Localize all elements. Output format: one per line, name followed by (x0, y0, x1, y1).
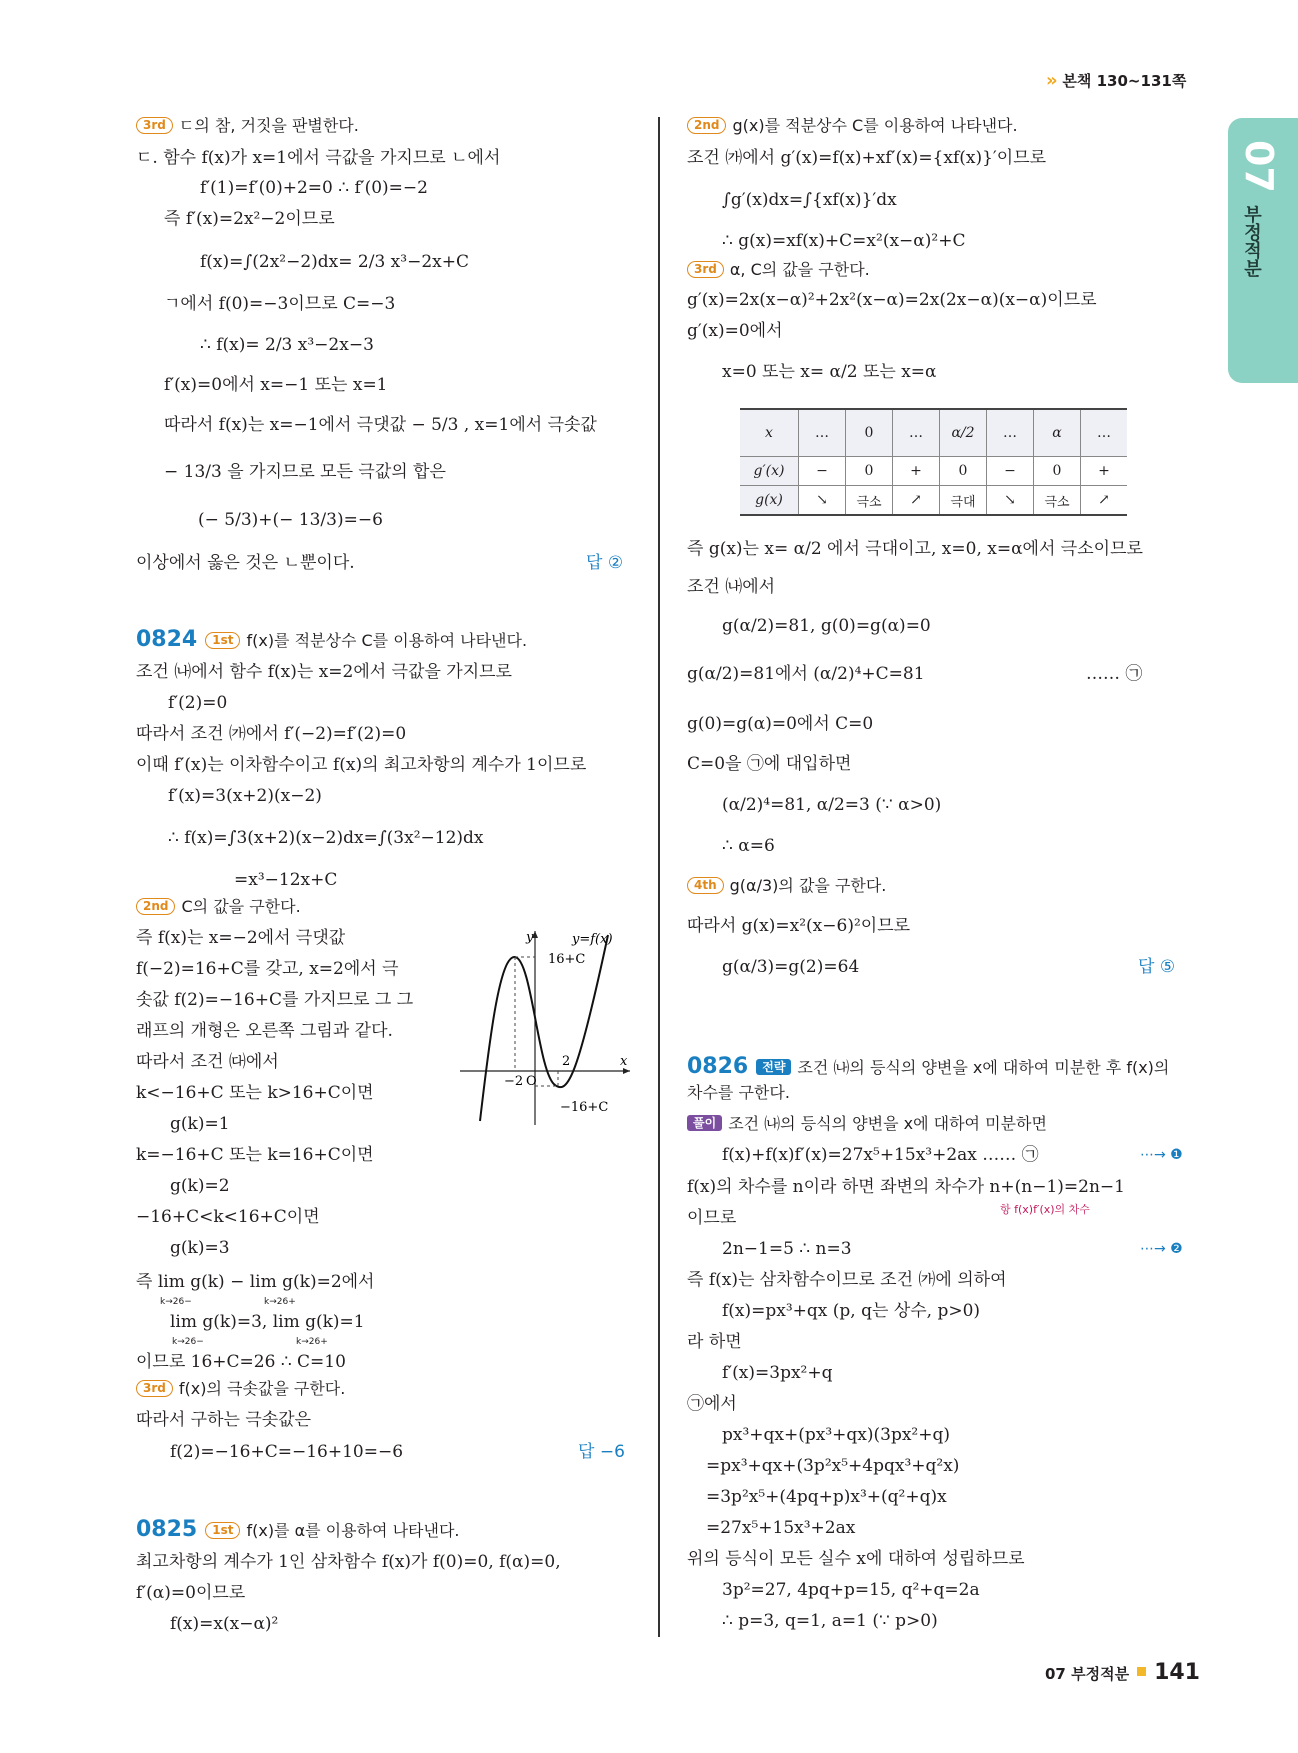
limit-subscript: k→26+ (264, 1297, 296, 1307)
text-line: g′(x)=2x(x−α)²+2x²(x−α)=2x(2x−α)(x−α)이므로 (687, 290, 1097, 310)
equation-line: f(2)=−16+C=−16+10=−6 (170, 1442, 404, 1462)
problem-heading-0825: 0825 1st f(x)를 α를 이용하여 나타낸다. (136, 1517, 460, 1542)
text-line: 래프의 개형은 오른쪽 그림과 같다. (136, 1021, 393, 1041)
text-line: f(x)의 차수를 n이라 하면 좌변의 차수가 n+(n−1)=2n−1 (687, 1177, 1125, 1197)
text-line: 따라서 f(x)는 x=−1에서 극댓값 − 5/3 , x=1에서 극솟값 (164, 415, 597, 435)
equation-line: =3p²x⁵+(4pq+p)x³+(q²+q)x (706, 1487, 947, 1507)
text-line: 따라서 g(x)=x²(x−6)²이므로 (687, 916, 911, 936)
equation-line: px³+qx+(px³+qx)(3px²+q) (722, 1425, 950, 1445)
text-line: 이상에서 옳은 것은 ㄴ뿐이다. (136, 553, 355, 573)
text-line: g′(x)=0에서 (687, 321, 783, 341)
text-line: − 13/3 을 가지므로 모든 극값의 합은 (164, 462, 446, 482)
page-number: 141 (1154, 1660, 1200, 1685)
step-marker-2: ⋯→ ❷ (1140, 1241, 1183, 1257)
equation-line: g(k)=2 (170, 1176, 230, 1196)
text-line: 이므로 16+C=26 ∴ C=10 (136, 1352, 346, 1372)
table-row: g′(x) − 0 + 0 − 0 + (740, 457, 1127, 486)
chapter-tab-number: 07 (1237, 140, 1281, 193)
equation-line: ∴ p=3, q=1, a=1 (∵ p>0) (722, 1611, 938, 1631)
text-line: C=0을 ㉠에 대입하면 (687, 754, 852, 774)
equation-line: ∴ α=6 (722, 836, 775, 856)
sign-table (740, 408, 1127, 516)
page-footer (1045, 1660, 1200, 1685)
equation-line: f′(x)=3(x+2)(x−2) (168, 786, 322, 806)
graph-curve-label: y=f(x) (572, 932, 613, 947)
answer-label: 답 ⑤ (1138, 957, 1176, 977)
solution-heading: 풀이 조건 ㈏의 등식의 양변을 x에 대하여 미분하면 (687, 1112, 1047, 1136)
equation-line: f(x)+f(x)f′(x)=27x⁵+15x³+2ax …… ㉠ (722, 1145, 1039, 1165)
equation-line: g(α/3)=g(2)=64 (722, 957, 860, 977)
equation-line: f(x)=px³+qx (p, q는 상수, p>0) (722, 1301, 981, 1321)
text-line: 솟값 f(2)=−16+C를 가지므로 그 그 (136, 990, 414, 1010)
text-line: 이때 f′(x)는 이차함수이고 f(x)의 최고차항의 계수가 1이므로 (136, 755, 587, 775)
text-line: 따라서 조건 ㈐에서 (136, 1052, 279, 1072)
equation-line: ∴ f(x)= 2/3 x³−2x−3 (200, 335, 374, 355)
limit-subscript: k→26− (172, 1337, 204, 1347)
step-marker-1: ⋯→ ❶ (1140, 1147, 1183, 1163)
step-heading: 4th g(α/3)의 값을 구한다. (687, 874, 886, 898)
cubic-graph (460, 925, 640, 1125)
equation-line: f′(1)=f′(0)+2=0 ∴ f′(0)=−2 (200, 178, 428, 198)
graph-x-label: x (620, 1054, 628, 1069)
text-line: g(0)=g(α)=0에서 C=0 (687, 714, 874, 734)
annotation-note: 항 f(x)f′(x)의 차수 (1000, 1203, 1090, 1216)
problem-heading-0824: 0824 1st f(x)를 적분상수 C를 이용하여 나타낸다. (136, 627, 528, 652)
step-heading: 2nd C의 값을 구한다. (136, 895, 301, 919)
equation-line: (− 5/3)+(− 13/3)=−6 (198, 510, 383, 530)
text-line: ㄱ에서 f(0)=−3이므로 C=−3 (164, 294, 396, 314)
equation-line: ∴ f(x)=∫3(x+2)(x−2)dx=∫(3x²−12)dx (168, 828, 484, 848)
step-heading: 3rd ㄷ의 참, 거짓을 판별한다. (136, 114, 359, 138)
text-line: 즉 f(x)는 x=−2에서 극댓값 (136, 928, 346, 948)
text-line: ㉠에서 (687, 1394, 737, 1414)
table-row: g(x) ↘ 극소 ↗ 극대 ↘ 극소 ↗ (740, 486, 1127, 516)
equation-line: g(α/2)=81에서 (α/2)⁴+C=81 (687, 664, 925, 684)
text-line: f′(x)=0에서 x=−1 또는 x=1 (164, 375, 388, 395)
graph-y-label: y (526, 930, 534, 945)
text-line: k=−16+C 또는 k=16+C이면 (136, 1145, 374, 1165)
graph-origin-label: O (526, 1074, 537, 1089)
text-line: 조건 ㈎에서 g′(x)=f(x)+xf′(x)={xf(x)}′이므로 (687, 148, 1047, 168)
equation-line: f(x)=∫(2x²−2)dx= 2/3 x³−2x+C (200, 252, 469, 272)
text-line: 즉 f′(x)=2x²−2이므로 (164, 209, 335, 229)
text-line: k<−16+C 또는 k>16+C이면 (136, 1083, 374, 1103)
page-reference-text: 본책 130~131쪽 (1062, 72, 1187, 90)
equation-line: 3p²=27, 4pq+p=15, q²+q=2a (722, 1580, 980, 1600)
circle-mark: …… ㉠ (1086, 664, 1143, 684)
equation-line: x=0 또는 x= α/2 또는 x=α (722, 362, 937, 382)
text-line: 조건 ㈏에서 함수 f(x)는 x=2에서 극값을 가지므로 (136, 662, 512, 682)
text-line: ㄷ. 함수 f(x)가 x=1에서 극값을 가지므로 ㄴ에서 (136, 148, 501, 168)
equation-line: g(k)=1 (170, 1114, 230, 1134)
text-line: 즉 f(x)는 삼차함수이므로 조건 ㈎에 의하여 (687, 1270, 1007, 1290)
step-heading: 2nd g(x)를 적분상수 C를 이용하여 나타낸다. (687, 114, 1018, 138)
equation-line: 2n−1=5 ∴ n=3 (722, 1239, 852, 1259)
text-line: f′(α)=0이므로 (136, 1583, 246, 1603)
graph-max-label: 16+C (548, 952, 586, 967)
text-line: 즉 g(x)는 x= α/2 에서 극대이고, x=0, x=α에서 극소이므로 (687, 539, 1143, 559)
equation-line: =27x⁵+15x³+2ax (706, 1518, 856, 1538)
text-line: 라 하면 (687, 1332, 742, 1352)
equation-line: ∫g′(x)dx=∫{xf(x)}′dx (722, 190, 897, 210)
page-reference (1046, 70, 1186, 91)
step-heading: 3rd α, C의 값을 구한다. (687, 258, 870, 282)
equation-line: f′(x)=3px²+q (722, 1363, 833, 1383)
problem-heading-0826: 0826 전략 조건 ㈏의 등식의 양변을 x에 대하여 미분한 후 f(x)의 (687, 1054, 1170, 1079)
equation-line: lim g(k)=3, lim g(k)=1 (170, 1312, 365, 1332)
table-row: x … 0 … α/2 … α … (740, 409, 1127, 457)
text-line: 따라서 구하는 극솟값은 (136, 1410, 312, 1430)
text-line: 즉 lim g(k) − lim g(k)=2에서 (136, 1272, 375, 1292)
answer-label: 답 ② (586, 553, 624, 573)
text-line: 따라서 조건 ㈎에서 f′(−2)=f′(2)=0 (136, 724, 407, 744)
step-heading: 3rd f(x)의 극솟값을 구한다. (136, 1377, 345, 1401)
text-line: f(−2)=16+C를 갖고, x=2에서 극 (136, 959, 399, 979)
equation-line: (α/2)⁴=81, α/2=3 (∵ α>0) (722, 795, 942, 815)
equation-line: g(k)=3 (170, 1238, 230, 1258)
text-line: 위의 등식이 모든 실수 x에 대하여 성립하므로 (687, 1549, 1025, 1569)
text-line: −16+C<k<16+C이면 (136, 1207, 320, 1227)
equation-line: g(α/2)=81, g(0)=g(α)=0 (722, 616, 931, 636)
graph-x-pos-label: 2 (562, 1054, 571, 1069)
equation-line: =px³+qx+(3p²x⁵+4pqx³+q²x) (706, 1456, 960, 1476)
chapter-tab-label: 부정적분 (1241, 205, 1262, 277)
text-line: 최고차항의 계수가 1인 삼차함수 f(x)가 f(0)=0, f(α)=0, (136, 1552, 561, 1572)
limit-subscript: k→26+ (296, 1337, 328, 1347)
footer-square-icon (1137, 1667, 1146, 1676)
text-line: 이므로 (687, 1208, 737, 1228)
equation-line: =x³−12x+C (234, 870, 338, 890)
graph-min-label: −16+C (560, 1100, 609, 1115)
text-line: 차수를 구한다. (687, 1083, 790, 1102)
double-chevron-icon: » (1046, 70, 1058, 91)
text-line: 조건 ㈏에서 (687, 577, 776, 597)
column-divider (658, 117, 660, 1637)
footer-chapter: 07 부정적분 (1045, 1665, 1130, 1683)
equation-line: f′(2)=0 (168, 693, 228, 713)
answer-label: 답 −6 (578, 1442, 625, 1462)
graph-x-neg-label: −2 (504, 1074, 524, 1089)
equation-line: f(x)=x(x−α)² (170, 1614, 279, 1634)
limit-subscript: k→26− (160, 1297, 192, 1307)
equation-line: ∴ g(x)=xf(x)+C=x²(x−α)²+C (722, 231, 966, 251)
